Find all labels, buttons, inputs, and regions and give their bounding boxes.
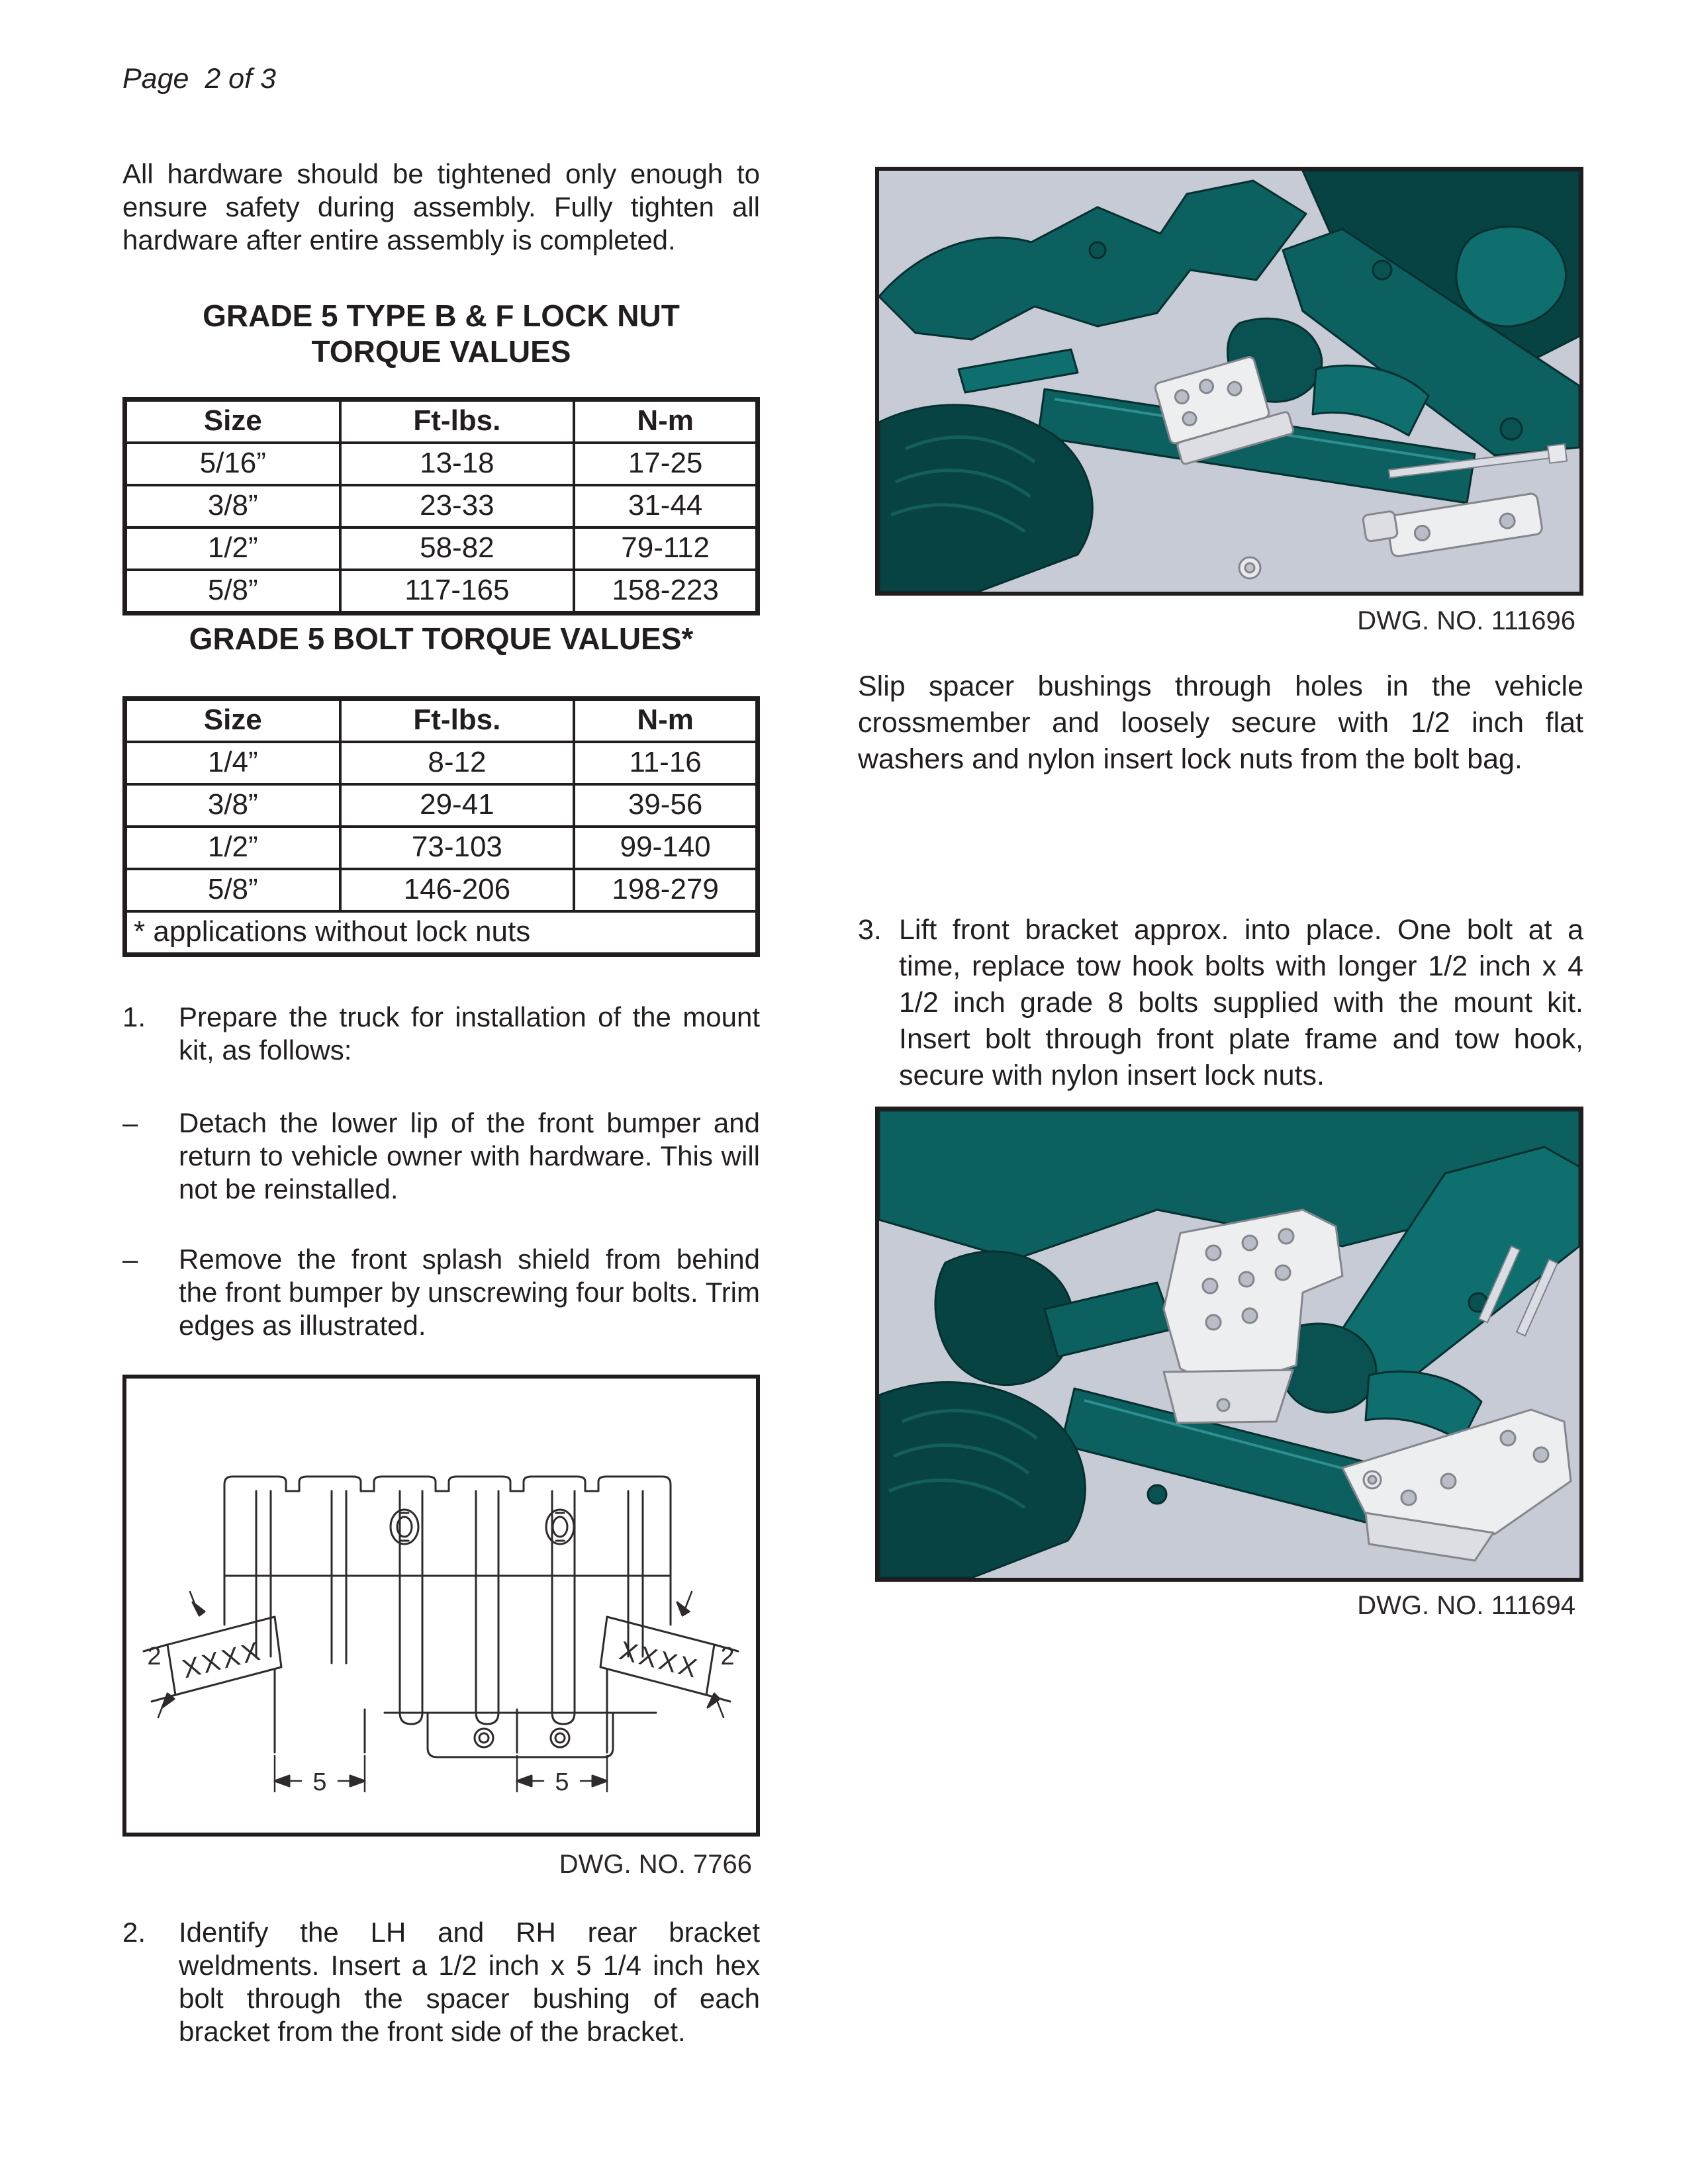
figure-111696-caption: DWG. NO. 111696 (1357, 606, 1575, 635)
dimension-2-left-label: 2 (147, 1643, 162, 1670)
table-cell: 3/8” (125, 485, 340, 527)
table-row (125, 527, 758, 570)
dimension-2-right-label: 2 (720, 1643, 735, 1670)
table-row (125, 485, 758, 527)
table-cell: 117-165 (340, 570, 575, 614)
table-row (125, 742, 758, 784)
lock-nut-table-title (122, 298, 760, 369)
step-1 (122, 1001, 760, 1067)
table-cell: 23-33 (340, 485, 575, 527)
step-1-number: 1. (122, 1001, 146, 1032)
intro-paragraph: All hardware should be tightened only enough to ensure safety during assembly. Fully tighten all hardware after entire assembly is completed. (122, 158, 760, 255)
table-header-row (125, 699, 758, 743)
step-2 (122, 1916, 760, 2048)
table-cell: 5/16” (125, 443, 340, 485)
step-3 (858, 912, 1583, 1094)
table-cell: 1/4” (125, 742, 340, 784)
table-cell: 1/2” (125, 527, 340, 570)
table-cell: 39-56 (574, 784, 757, 827)
column-header: N-m (574, 699, 757, 743)
splash-shield-drawing (126, 1379, 756, 1833)
bullet-remove-text: Remove the front splash shield from behind the front bumper by unscrewing four bolts. Trim edges as illustrated. (179, 1244, 760, 1341)
column-header: Size (125, 699, 340, 743)
column-header: N-m (574, 400, 757, 443)
bullet-remove (122, 1243, 760, 1342)
table-cell: 3/8” (125, 784, 340, 827)
table-cell: 31-44 (574, 485, 757, 527)
cad-rendering-front-brackets (879, 1111, 1579, 1578)
trim-hatch-left: XXXX (179, 1636, 265, 1684)
dimension-5-right-label: 5 (555, 1768, 569, 1796)
table-cell: 8-12 (340, 742, 575, 784)
slip-spacer-paragraph: Slip spacer bushings through holes in the vehicle crossmember and loosely secure with 1/2 inch flat washers and nylon insert lock nuts from the bolt bag. (858, 670, 1583, 775)
table-cell: 5/8” (125, 570, 340, 614)
trim-hatch-right: XXXX (616, 1636, 703, 1684)
table-cell: 13-18 (340, 443, 575, 485)
bullet-detach-text: Detach the lower lip of the front bumper and return to vehicle owner with hardware. This will not be reinstalled. (179, 1107, 760, 1205)
table-row (125, 827, 758, 869)
table-cell: 158-223 (574, 570, 757, 614)
figure-111694-caption: DWG. NO. 111694 (1357, 1591, 1575, 1620)
dash-bullet: – (122, 1244, 138, 1275)
cad-rendering-crossmember (879, 171, 1579, 592)
table-row (125, 784, 758, 827)
dash-bullet: – (122, 1107, 138, 1138)
table-cell: 58-82 (340, 527, 575, 570)
step-3-number: 3. (858, 914, 882, 946)
page-number-header: Page 2 of 3 (122, 63, 276, 95)
table-cell: 17-25 (574, 443, 757, 485)
column-header: Size (125, 400, 340, 443)
column-header: Ft-lbs. (340, 400, 575, 443)
table-row (125, 570, 758, 614)
table-cell: 146-206 (340, 869, 575, 911)
column-header: Ft-lbs. (340, 699, 575, 743)
table-header-row (125, 400, 758, 443)
table-cell: 99-140 (574, 827, 757, 869)
table-cell: 198-279 (574, 869, 757, 911)
table-cell: 11-16 (574, 742, 757, 784)
lock-nut-torque-table (122, 397, 760, 615)
table-cell: 29-41 (340, 784, 575, 827)
figure-7766-caption: DWG. NO. 7766 (559, 1850, 752, 1879)
table-row (125, 443, 758, 485)
table-footnote: * applications without lock nuts (125, 911, 758, 955)
cad-figure-111694 (875, 1107, 1583, 1582)
bolt-torque-table (122, 696, 760, 957)
table-cell: 5/8” (125, 869, 340, 911)
table-cell: 73-103 (340, 827, 575, 869)
table-cell: 79-112 (574, 527, 757, 570)
lock-nut-table-title-line1: GRADE 5 TYPE B & F LOCK NUT (203, 298, 680, 333)
dimension-5-left-label: 5 (312, 1768, 327, 1796)
lock-nut-table-title-line2: TORQUE VALUES (311, 334, 571, 369)
step-3-text: Lift front bracket approx. into place. One bolt at a time, replace tow hook bolts with longer 1/2 inch x 4 1/2 inch grade 8 bolts supplied with the mount kit. Insert bolt through front plate frame and tow hook, secure with nylon insert lock nuts. (899, 914, 1583, 1091)
step-2-number: 2. (122, 1917, 146, 1948)
step-2-text: Identify the LH and RH rear bracket weldments. Insert a 1/2 inch x 5 1/4 inch hex bolt through the spacer bushing of each bracket from the front side of the bracket. (179, 1917, 760, 2047)
step-1-text: Prepare the truck for installation of the mount kit, as follows: (179, 1001, 760, 1066)
bolt-table-title: GRADE 5 BOLT TORQUE VALUES* (189, 621, 694, 656)
bullet-detach (122, 1107, 760, 1206)
table-cell: 1/2” (125, 827, 340, 869)
cad-figure-111696 (875, 167, 1583, 596)
table-row (125, 869, 758, 911)
splash-shield-figure (122, 1375, 760, 1837)
